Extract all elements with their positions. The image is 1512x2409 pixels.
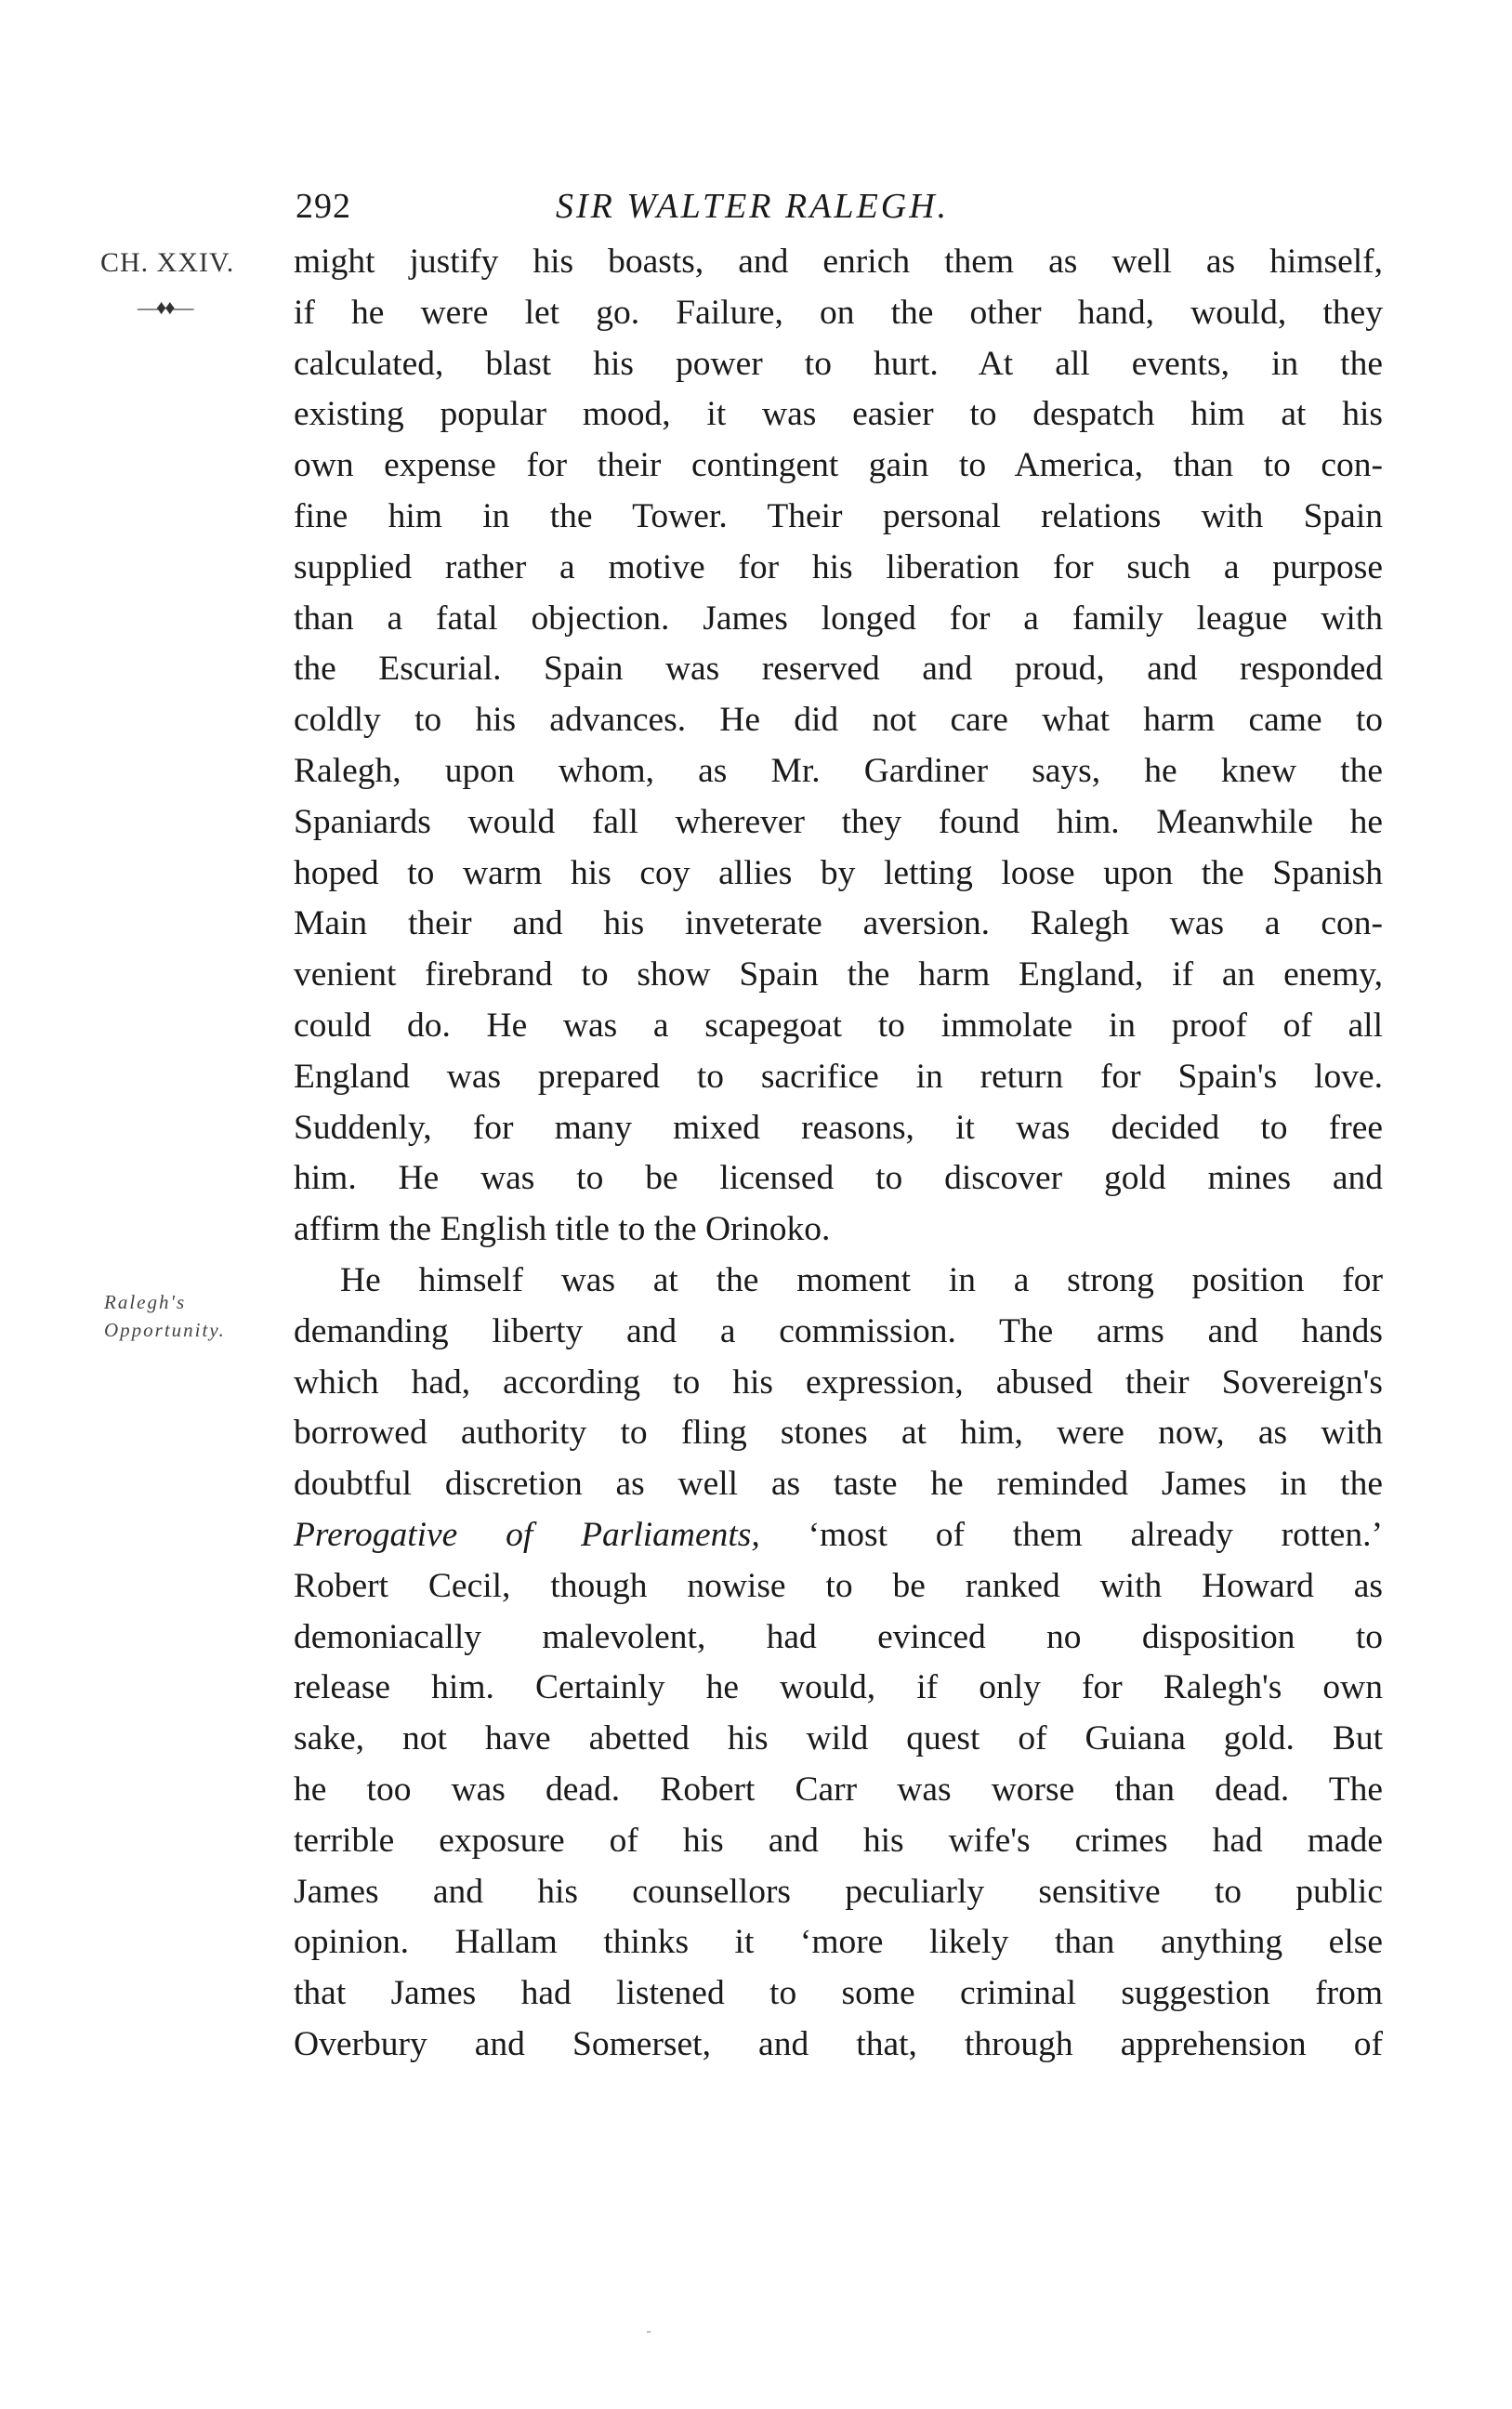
text-line: borrowed authority to fling stones at him, were now, as with	[294, 1414, 1383, 1453]
text-line: supplied rather a motive for his liberation for such a purpose	[294, 547, 1383, 586]
text-line: if he were let go. Failure, on the other hand, would, they	[294, 293, 1383, 332]
text-line: own expense for their contingent gain to America, than to con-	[294, 446, 1383, 485]
running-head: SIR WALTER RALEGH.	[556, 187, 950, 226]
text-line: might justify his boasts, and enrich them as well as himself,	[294, 243, 1383, 281]
text-line: him. He was to be licensed to discover gold mines and	[294, 1159, 1383, 1198]
text-line: Robert Cecil, though nowise to be ranked with Howard as	[294, 1566, 1383, 1605]
text-line: Overbury and Somerset, and that, through apprehension of	[294, 2024, 1383, 2063]
text-line: sake, not have abetted his wild quest of Guiana gold. But	[294, 1719, 1383, 1758]
margin-note	[104, 1288, 226, 1344]
text-line: existing popular mood, it was easier to despatch him at his	[294, 395, 1383, 434]
text-line: the Escurial. Spain was reserved and proud, and responded	[294, 650, 1383, 689]
book-title: Prerogative of Parliaments,	[294, 1515, 760, 1554]
text-line: terrible exposure of his and his wife's crimes had made	[294, 1821, 1383, 1860]
text-line: could do. He was a scapegoat to immolate in proof of all	[294, 1006, 1383, 1045]
page-number: 292	[296, 187, 351, 226]
text-line: which had, according to his expression, abused their Sovereign's	[294, 1362, 1383, 1402]
text-line: opinion. Hallam thinks it ‘more likely than anything else	[294, 1923, 1383, 1962]
text-line: that James had listened to some criminal suggestion from	[294, 1974, 1383, 2013]
margin-note-line: Opportunity.	[104, 1319, 226, 1341]
text-line: He himself was at the moment in a strong position for	[340, 1260, 1383, 1299]
text-line: venient firebrand to show Spain the harm England, if an enemy,	[294, 955, 1383, 994]
text-fragment: ‘most of them already rotten.’	[759, 1515, 1384, 1554]
text-line: Suddenly, for many mixed reasons, it was decided to free	[294, 1108, 1383, 1147]
text-line: James and his counsellors peculiarly sensitive to public	[294, 1872, 1383, 1911]
text-line: doubtful discretion as well as taste he reminded James in the	[294, 1465, 1383, 1504]
text-line: hoped to warm his coy allies by letting loose upon the Spanish	[294, 853, 1383, 892]
text-line: demanding liberty and a commission. The arms and hands	[294, 1311, 1383, 1350]
text-line: release him. Certainly he would, if only for Ralegh's own	[294, 1668, 1383, 1707]
margin-note-line: Ralegh's	[104, 1291, 187, 1313]
text-line: Main their and his inveterate aversion. Ralegh was a con-	[294, 904, 1383, 943]
text-line: fine him in the Tower. Their personal relations with Spain	[294, 496, 1383, 535]
text-line	[294, 1510, 1383, 1561]
text-line: he too was dead. Robert Carr was worse than dead. The	[294, 1770, 1383, 1809]
text-line: calculated, blast his power to hurt. At all events, in the	[294, 344, 1383, 383]
text-line: affirm the English title to the Orinoko.	[294, 1210, 831, 1249]
chapter-marker: CH. XXIV.	[100, 247, 235, 278]
text-line: coldly to his advances. He did not care what harm came to	[294, 701, 1383, 740]
ornament-icon: —♦♦—	[138, 296, 192, 319]
text-line: Ralegh, upon whom, as Mr. Gardiner says, he knew the	[294, 751, 1383, 790]
text-line: than a fatal objection. James longed for a family league with	[294, 599, 1383, 638]
text-line: Spaniards would fall wherever they found him. Meanwhile he	[294, 802, 1383, 841]
printer-mark	[647, 2331, 651, 2333]
text-line: England was prepared to sacrifice in return for Spain's love.	[294, 1057, 1383, 1096]
body-text	[294, 237, 1383, 2071]
text-line: demoniacally malevolent, had evinced no disposition to	[294, 1617, 1383, 1656]
